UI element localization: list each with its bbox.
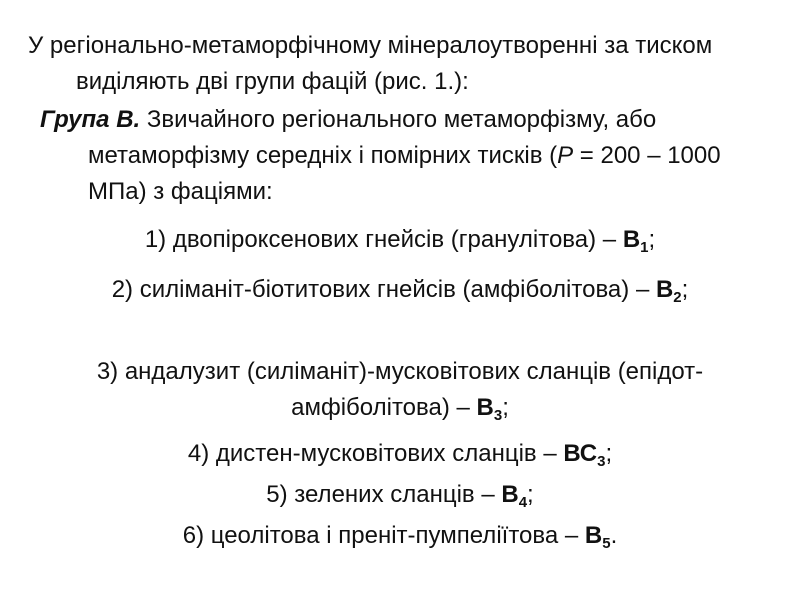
facies-symbol: В (476, 394, 494, 421)
facies-subscript: 1 (640, 239, 649, 256)
facies-subscript: 4 (518, 494, 528, 511)
pressure-symbol: Р (557, 142, 574, 169)
facies-symbol: В (622, 226, 641, 253)
group-b-text-1: Звичайного регіонального метаморфізму, або метаморфізму середніх і помірних тисків ( (88, 106, 657, 169)
facies-text: 6) цеолітова і преніт-пумпеліїтова – (182, 522, 585, 549)
facies-symbol: В (584, 522, 603, 549)
facies-item-2 (28, 272, 772, 308)
facies-symbol: В (655, 276, 674, 303)
facies-end: ; (605, 440, 613, 467)
facies-text: 4) дистен-мусковітових сланців – (187, 440, 564, 467)
facies-end: ; (502, 394, 509, 421)
facies-end: . (610, 522, 618, 549)
facies-item-3 (28, 354, 772, 426)
facies-subscript: 3 (493, 407, 503, 424)
facies-subscript: 3 (597, 453, 606, 470)
facies-text: 2) силіманіт-біотитових гнейсів (амфіболітова) – (111, 276, 656, 303)
group-b-heading: Група В. (40, 106, 141, 133)
facies-subscript: 5 (602, 535, 611, 552)
facies-item-1 (28, 222, 772, 258)
facies-symbol: ВС (563, 440, 598, 467)
facies-end: ; (681, 276, 689, 303)
facies-text: 1) двопіроксенових гнейсів (гранулітова) – (144, 226, 623, 253)
facies-text: 3) андалузит (силіманіт)-мусковітових сланців (епідот-амфіболітова) – (96, 358, 704, 421)
intro-paragraph (28, 28, 772, 100)
facies-item-5 (28, 477, 772, 513)
facies-text: 5) зелених сланців – (266, 481, 502, 508)
facies-symbol: В (501, 481, 519, 508)
facies-item-6 (28, 518, 772, 554)
facies-subscript: 2 (673, 289, 682, 306)
group-b-paragraph (28, 102, 772, 210)
facies-end: ; (648, 226, 656, 253)
facies-item-4 (28, 436, 772, 472)
group-b-text-2: = 200 – 1000 МПа) з фаціями: (88, 142, 721, 205)
facies-end: ; (527, 481, 534, 508)
intro-text: У регіонально-метаморфічному мінералоутворенні за тиском виділяють дві групи фацій (рис. 1.): (28, 32, 713, 95)
